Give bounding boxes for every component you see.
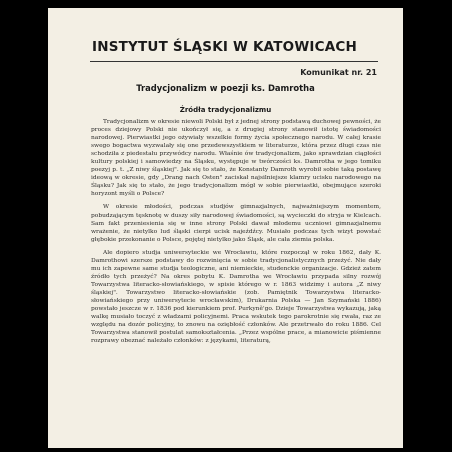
institute-header: INSTYTUT ŚLĄSKI W KATOWICACH	[92, 39, 358, 55]
paragraph: W okresie młodości, podczas studjów gimnazjalnych, najważniejszym momentem, pobudzającym tęsknotę w duszy siły narodowej świadomości, są wycieczki do stryja w Kielcach. Sam fakt przeniesienia się w inne strony Polski dawał młodemu uczniowi gimnazjalnemu wrażenie, że nietylko lud śląski cierpi ucisk najeźdźcy. Musiało podczas tych wizyt powstać głębokie przekonanie o Polsce, pojętej nietylko jako Śląsk, ale cała ziemia polska.	[91, 204, 381, 243]
article-title: Tradycjonalizm w poezji ks. Damrotha	[136, 83, 315, 93]
header-divider	[90, 61, 378, 62]
article-body	[91, 118, 381, 350]
section-subtitle: Źródła tradycjonalizmu	[179, 106, 272, 114]
document-page	[48, 8, 403, 448]
paragraph: Tradycjonalizm w okresie niewoli Polski był z jednej strony podstawą duchowej pewności, że proces dziejowy Polski nie ukończył się, a z drugiej strony stanowił istotę świadomości narodowej. Pierwiastki jego ożywiały wszelkie formy życia społecznego narodu. W całej krasie swego bogactwa wyzwalały się one przedewszystkiem w literaturze, która przez długi czas nie schodziła z piedestału przywódcy narodu. Właśnie ów tradycjonalizm, jako sprawdzian ciągłości kultury polskiej i samowiedzy na Śląsku, występuje w twórczości ks. Damrotha w jego tomiku poezyj p. t. „Z niwy śląskiej". Jak się to stało, że Konstanty Damroth wyrobił sobie taką postawę ideową w okresie, gdy „Drang nach Osten" zaciskał najsilniejsze klamry ucisku narodowego na Śląsku? Jak się to stało, że jego tradycjonalizm mógł w sobie pierwiastki, obejmujące szeroki horyzont myśli o Polsce?	[91, 119, 381, 198]
paragraph: Ale dopiero studja uniwersyteckie we Wrocławiu, które rozpoczął w roku 1862, dały K. Damrothowi szersze podstawy do rozwinięcia w sobie tradycjonalistycznych przeżyć. Nie dały mu ich zapewne same studja teologiczne, ani niemieckie, studenckie organizacje. Gdzież zatem źródło tych przeżyć? Na okres pobytu K. Damrotha we Wrocławiu przypada silny rozwój Towarzystwa literacko-słowiańskiego, w spisie którego w r. 1863 widzimy i autora „Z niwy śląskiej". Towarzystwo literacko-słowiańskie (zob. Pamiętnik Towarzystwa literacko-słowiańskiego przy uniwersytecie wrocławskim), Drukarnia Polska — Jan Szymański 1886) powstało jeszcze w r. 1836 pod kierunkiem prof. Purkyně'go. Dzieje Towarzystwa wykazują, jaką walkę musiało toczyć z władzami policyjnemi. Praca wskutek tego parokrotnie się rwała, raz ze względu na dozór policyjny, to znowu na oziębłość członków. Ale przetrwało do roku 1886. Cel Towarzystwa stanowił postulat samokształcenia. „Przez wspólne prace, a mianowicie piśmienne rozprawy obeznać należało członków: z językami, literaturą,	[91, 249, 381, 345]
bulletin-number: Komunikat nr. 21	[300, 68, 377, 77]
